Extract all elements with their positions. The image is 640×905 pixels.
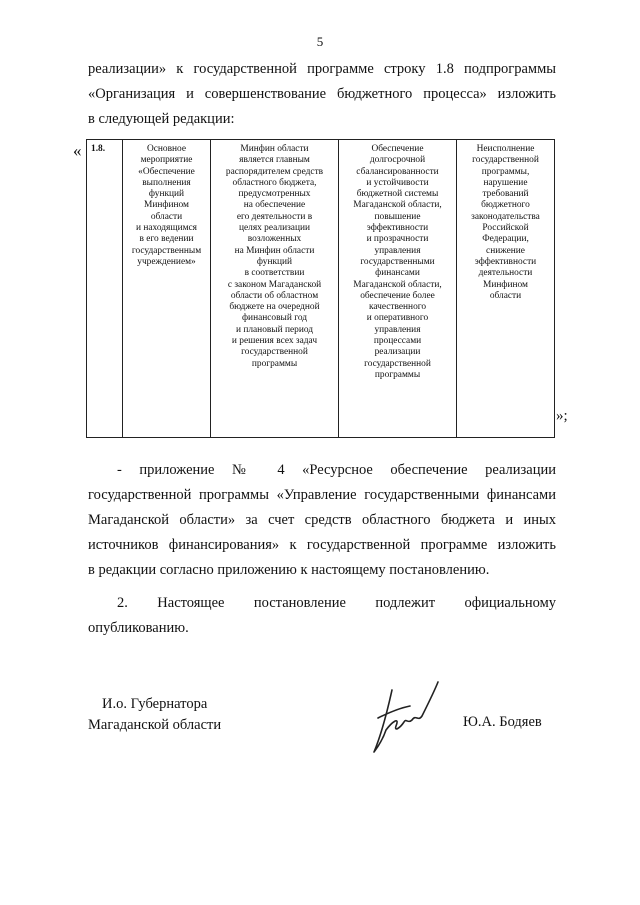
appendix-line-4: источников финансирования» к государственной программе изложить [88, 537, 556, 553]
appendix-line-5: в редакции согласно приложению к настоящему постановлению. [88, 562, 490, 578]
signatory-title [88, 694, 221, 736]
signatory-title-line-1: И.о. Губернатора [102, 696, 208, 712]
cell-result: Обеспечение долгосрочной сбалансированности и устойчивости бюджетной системы Магаданской области, повышение эффективности и прозрачности управления государственными финансами Магаданской области, обеспечение более качественного и оперативного управления процессами реализации государственной программы [339, 140, 457, 438]
appendix-line-3: Магаданской области» за счет средств областного бюджета и иных [88, 512, 556, 528]
publication-line-1: 2. Настоящее постановление подлежит официальному [117, 595, 556, 611]
page-number: 5 [316, 34, 324, 49]
signatory-name: Ю.А. Бодяев [463, 714, 542, 730]
intro-line-2: «Организация и совершенствование бюджетного процесса» изложить [88, 86, 556, 102]
appendix-line-1: - приложение № 4 «Ресурсное обеспечение реализации [117, 462, 556, 478]
signatory-title-line-2: Магаданской области [88, 717, 222, 733]
cell-consequence: Неисполнение государственной программы, нарушение требований бюджетного законодательства Российской Федерации, снижение эффективности деятельности Минфином области [457, 140, 555, 438]
intro-line-3: в следующей редакции: [88, 111, 235, 127]
cell-activity: Основное мероприятие «Обеспечение выполнения функций Минфином области и находящимся в его ведении государственным учреждением» [123, 140, 211, 438]
intro-line-1: реализации» к государственной программе строку 1.8 подпрограммы [88, 61, 556, 77]
intro-paragraph [88, 57, 556, 132]
opening-quote-mark: « [73, 141, 82, 160]
cell-executor: Минфин области является главным распорядителем средств областного бюджета, предусмотренных на обеспечение его деятельности в целях реализации возложенных на Минфин области функций в соответствии с законом Магаданской области об областном бюджете на очередной финансовый год и плановый период и решения всех задач государственной программы [211, 140, 339, 438]
appendix-paragraph [88, 458, 556, 583]
publication-paragraph [88, 591, 556, 641]
publication-line-2: опубликованию. [88, 620, 189, 636]
appendix-line-2: государственной программы «Управление государственными финансами [88, 487, 556, 503]
row-number: 1.8. [87, 140, 123, 438]
closing-quote-mark: »; [556, 408, 568, 424]
handwritten-signature [370, 678, 450, 760]
program-table-row [86, 139, 555, 438]
